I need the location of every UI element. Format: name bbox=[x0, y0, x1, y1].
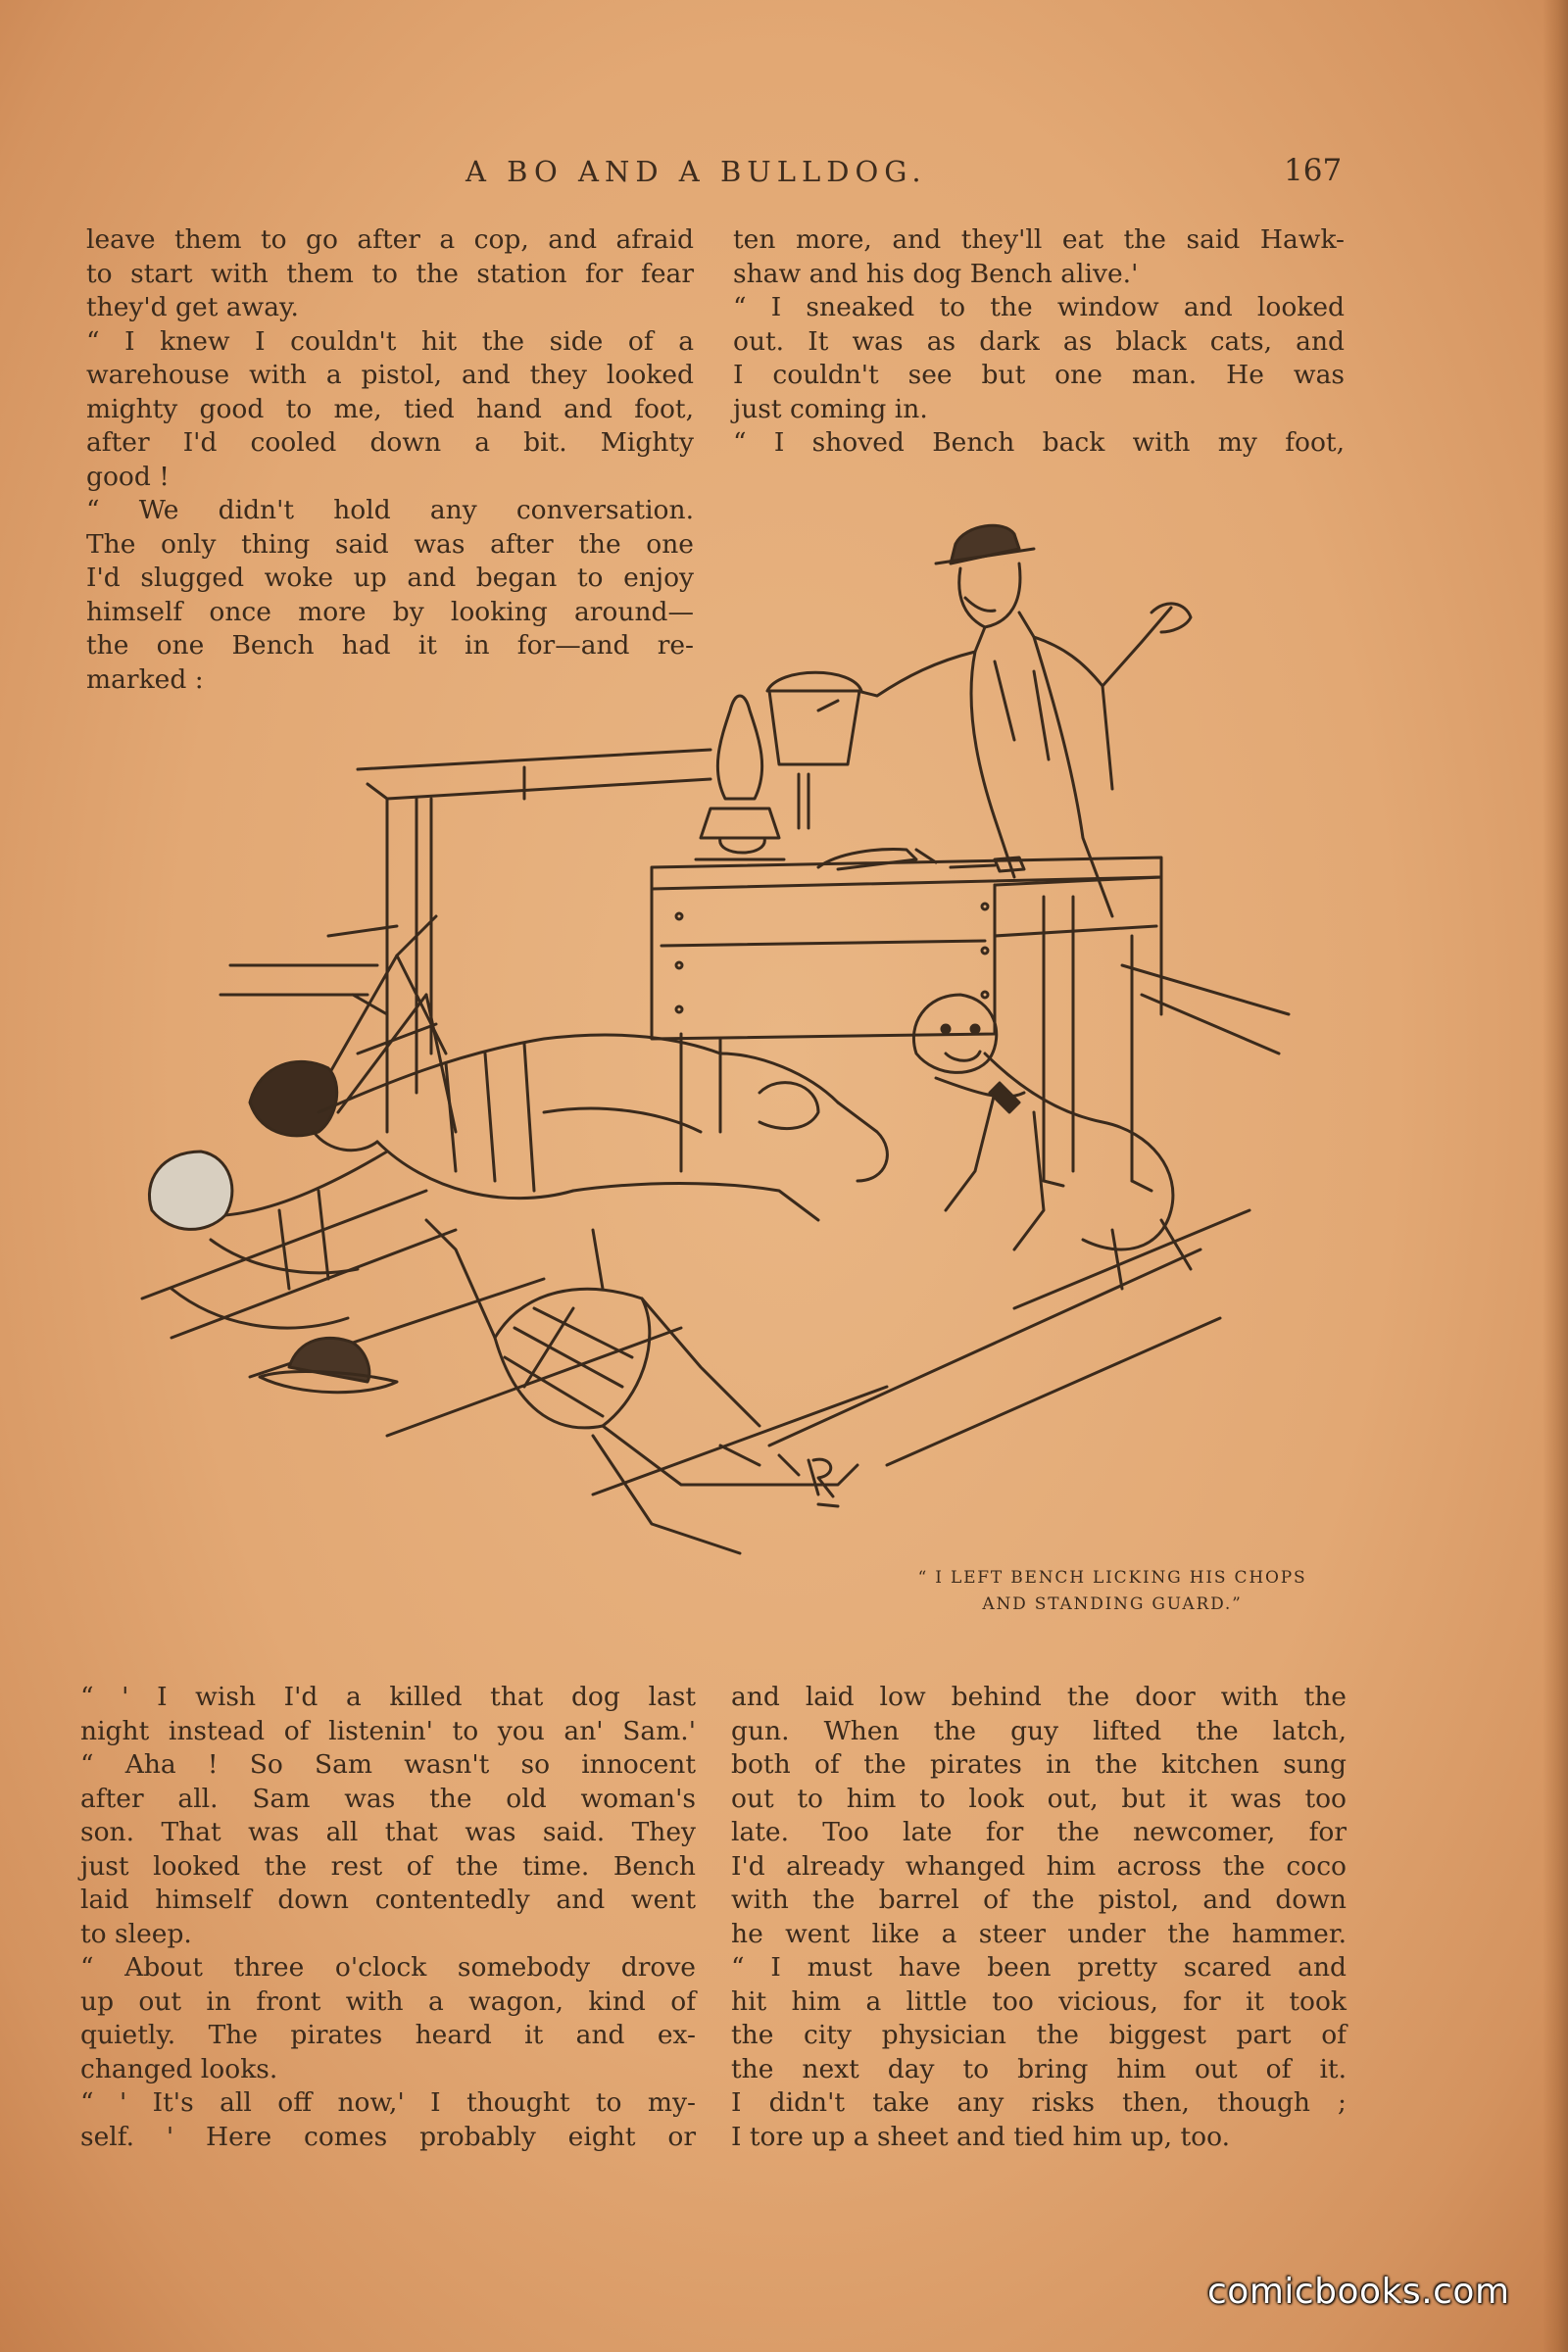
text-line: himself once more by looking around— bbox=[86, 596, 694, 627]
text-line: night instead of listenin' to you an' Sam.' bbox=[80, 1715, 696, 1746]
page-number: 167 bbox=[1284, 153, 1343, 188]
text-line: “ I sneaked to the window and looked bbox=[733, 292, 1345, 322]
text-line: after all. Sam was the old woman's bbox=[80, 1783, 696, 1814]
text-line: they'd get away. bbox=[86, 292, 299, 322]
text-line: out to him to look out, but it was too bbox=[731, 1783, 1347, 1814]
text-line: the one Bench had it in for—and re- bbox=[86, 630, 694, 661]
caption-line: “ I LEFT BENCH LICKING HIS CHOPS bbox=[917, 1568, 1307, 1588]
text-line: after I'd cooled down a bit. Mighty bbox=[86, 427, 694, 458]
text-line: “ ' It's all off now,' I thought to my- bbox=[80, 2087, 696, 2118]
text-line: just coming in. bbox=[733, 393, 928, 424]
text-line: ten more, and they'll eat the said Hawk- bbox=[733, 224, 1345, 255]
bulldog bbox=[913, 995, 1191, 1289]
text-line: changed looks. bbox=[80, 2053, 278, 2084]
text-line: gun. When the guy lifted the latch, bbox=[731, 1715, 1347, 1746]
text-line: up out in front with a wagon, kind of bbox=[80, 1985, 696, 2017]
text-line: laid himself down contentedly and went bbox=[80, 1885, 696, 1915]
tied-man bbox=[250, 1035, 887, 1220]
illustration bbox=[132, 505, 1348, 1661]
text-line: leave them to go after a cop, and afraid bbox=[86, 224, 694, 255]
text-line: I didn't take any risks then, though ; bbox=[731, 2087, 1347, 2118]
text-line: warehouse with a pistol, and they looked bbox=[86, 360, 694, 390]
text-line: to start with them to the station for fear bbox=[86, 258, 694, 289]
text-line: he went like a steer under the hammer. bbox=[731, 1918, 1347, 1949]
text-line: “ I knew I couldn't hit the side of a bbox=[86, 325, 694, 357]
text-line: The only thing said was after the one bbox=[86, 528, 694, 560]
text-line: I tore up a sheet and tied him up, too. bbox=[731, 2121, 1230, 2152]
window-frame bbox=[353, 750, 710, 1132]
text-line: “ I must have been pretty scared and bbox=[731, 1952, 1347, 1983]
text-line: with the barrel of the pistol, and down bbox=[731, 1885, 1347, 1915]
text-line: mighty good to me, tied hand and foot, bbox=[86, 393, 694, 424]
floorboards bbox=[142, 926, 1289, 1494]
overturned-chair bbox=[426, 1220, 858, 1553]
text-line: both of the pirates in the kitchen sung bbox=[731, 1749, 1347, 1780]
artist-signature bbox=[808, 1459, 838, 1506]
text-line: “ I shoved Bench back with my foot, bbox=[733, 427, 1345, 458]
text-line: “ We didn't hold any conversation. bbox=[86, 495, 694, 525]
text-line: “ ' I wish I'd a killed that dog last bbox=[80, 1682, 696, 1712]
bucket bbox=[767, 672, 861, 828]
caption-line: AND STANDING GUARD.” bbox=[982, 1594, 1243, 1614]
oil-lamp bbox=[696, 696, 784, 859]
illustration-caption bbox=[887, 1565, 1338, 1618]
text-line: “ Aha ! So Sam wasn't so innocent bbox=[80, 1749, 696, 1780]
text-line: the next day to bring him out of it. bbox=[731, 2053, 1347, 2084]
hat-on-floor bbox=[260, 1338, 397, 1392]
running-title: A BO AND A BULLDOG. bbox=[466, 155, 927, 188]
text-line: I'd slugged woke up and began to enjoy bbox=[86, 563, 694, 593]
text-line: the city physician the biggest part of bbox=[731, 2020, 1347, 2050]
text-line: just looked the rest of the time. Bench bbox=[80, 1850, 696, 1882]
text-line: late. Too late for the newcomer, for bbox=[731, 1817, 1347, 1847]
text-line: I couldn't see but one man. He was bbox=[733, 360, 1345, 390]
column-top-right bbox=[733, 223, 1345, 461]
text-line: quietly. The pirates heard it and ex- bbox=[80, 2020, 696, 2050]
page-edge-shading bbox=[1543, 0, 1568, 2352]
text-line: I'd already whanged him across the coco bbox=[731, 1850, 1347, 1882]
column-bottom-right bbox=[731, 1681, 1347, 2154]
text-line: son. That was all that was said. They bbox=[80, 1817, 696, 1847]
watermark: comicbooks.com bbox=[1207, 2272, 1510, 2312]
text-line: to sleep. bbox=[80, 1918, 192, 1949]
text-line: shaw and his dog Bench alive.' bbox=[733, 258, 1139, 289]
text-line: good ! bbox=[86, 461, 170, 492]
table bbox=[652, 858, 1161, 1181]
text-line: “ About three o'clock somebody drove bbox=[80, 1952, 696, 1983]
text-line: self. ' Here comes probably eight or bbox=[80, 2121, 696, 2152]
column-bottom-left bbox=[80, 1681, 696, 2154]
text-line: out. It was as dark as black cats, and bbox=[733, 325, 1345, 357]
text-line: hit him a little too vicious, for it took bbox=[731, 1985, 1347, 2017]
text-line: marked : bbox=[86, 663, 204, 695]
text-line: and laid low behind the door with the bbox=[731, 1682, 1347, 1712]
